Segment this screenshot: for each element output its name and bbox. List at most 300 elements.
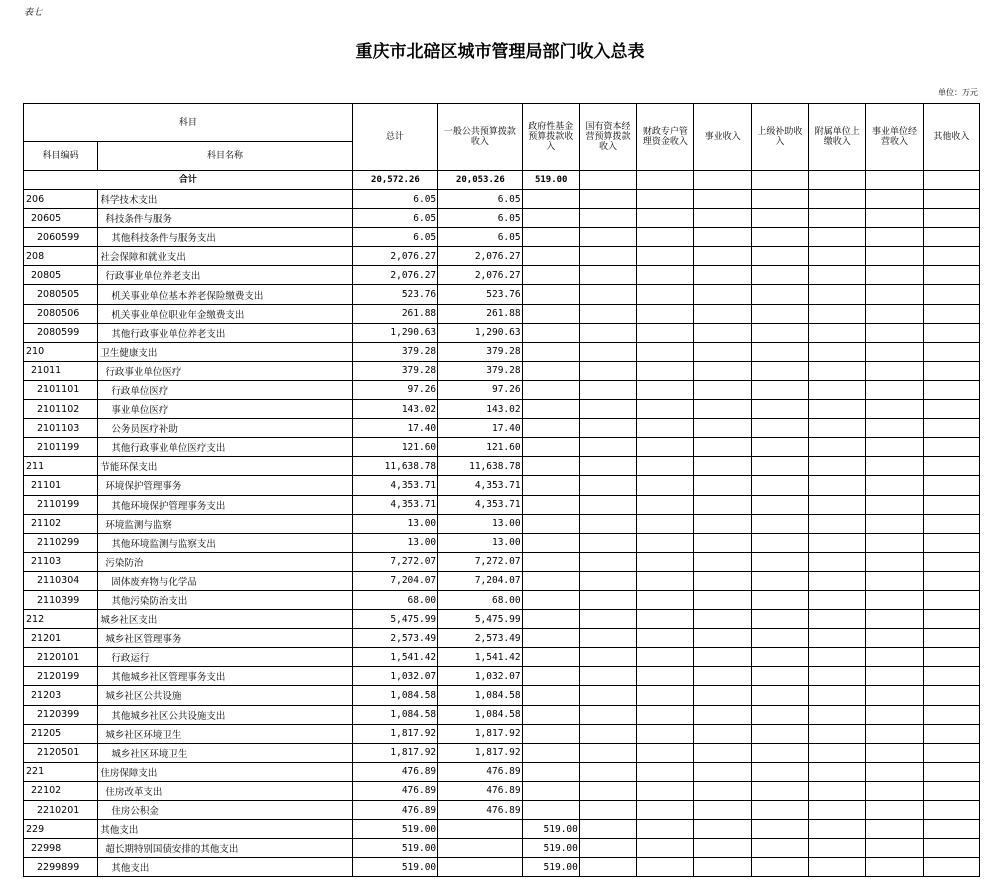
empty-cell (923, 228, 979, 247)
total-cell: 261.88 (352, 304, 437, 323)
subject-code-cell: 2080599 (24, 323, 98, 342)
empty-cell (751, 457, 808, 476)
total-cell: 11,638.78 (352, 457, 437, 476)
empty-cell (751, 648, 808, 667)
empty-cell (751, 839, 808, 858)
empty-cell (637, 285, 694, 304)
empty-cell (751, 667, 808, 686)
empty-cell (866, 266, 923, 285)
gov-fund-cell (522, 361, 579, 380)
empty-cell (809, 762, 866, 781)
empty-cell (694, 781, 751, 800)
empty-cell (809, 533, 866, 552)
empty-cell (694, 858, 751, 877)
gov-fund-cell: 519.00 (522, 858, 579, 877)
subject-name-cell: 机关事业单位基本养老保险缴费支出 (98, 285, 352, 304)
empty-cell (751, 610, 808, 629)
empty-cell (694, 514, 751, 533)
total-cell: 519.00 (352, 839, 437, 858)
empty-cell (751, 209, 808, 228)
subject-name-cell: 其他环境监测与监察支出 (98, 533, 352, 552)
empty-cell (923, 342, 979, 361)
general-budget-cell: 5,475.99 (438, 610, 522, 629)
subject-code-cell: 208 (24, 247, 98, 266)
table-row (24, 820, 980, 839)
empty-cell (579, 228, 636, 247)
empty-cell (866, 820, 923, 839)
general-budget-cell: 1,084.58 (438, 705, 522, 724)
subject-code-cell: 2210201 (24, 801, 98, 820)
subject-name-cell: 其他行政事业单位医疗支出 (98, 438, 352, 457)
total-cell: 519.00 (352, 820, 437, 839)
empty-cell (923, 743, 979, 762)
general-budget-cell: 13.00 (438, 533, 522, 552)
empty-cell (866, 743, 923, 762)
empty-cell (694, 629, 751, 648)
empty-cell (694, 743, 751, 762)
empty-cell (809, 495, 866, 514)
empty-cell (579, 648, 636, 667)
subject-name-cell: 住房改革支出 (98, 781, 352, 800)
empty-cell (923, 820, 979, 839)
general-budget-cell: 476.89 (438, 781, 522, 800)
empty-cell (751, 228, 808, 247)
subject-code-cell: 2101101 (24, 380, 98, 399)
empty-cell (579, 247, 636, 266)
empty-cell (809, 839, 866, 858)
general-budget-cell: 7,272.07 (438, 552, 522, 571)
table-row (24, 209, 980, 228)
empty-cell (694, 209, 751, 228)
empty-cell (579, 781, 636, 800)
empty-cell (694, 839, 751, 858)
table-row (24, 514, 980, 533)
empty-cell (923, 571, 979, 590)
empty-cell (637, 552, 694, 571)
header-affiliated: 附属单位上缴收入 (809, 104, 866, 171)
empty-cell (637, 323, 694, 342)
gov-fund-cell (522, 801, 579, 820)
gov-fund-cell (522, 724, 579, 743)
total-fund: 519.00 (522, 171, 579, 190)
empty-cell (809, 743, 866, 762)
table-row (24, 724, 980, 743)
total-empty-cell (866, 171, 923, 190)
empty-cell (694, 476, 751, 495)
empty-cell (694, 762, 751, 781)
empty-cell (923, 457, 979, 476)
empty-cell (866, 457, 923, 476)
empty-cell (694, 380, 751, 399)
general-budget-cell: 523.76 (438, 285, 522, 304)
gov-fund-cell (522, 743, 579, 762)
header-state-capital: 国有资本经营预算拨款收入 (579, 104, 636, 171)
empty-cell (923, 514, 979, 533)
empty-cell (866, 724, 923, 743)
total-cell: 13.00 (352, 514, 437, 533)
empty-cell (809, 228, 866, 247)
empty-cell (866, 839, 923, 858)
empty-cell (579, 342, 636, 361)
total-cell: 1,817.92 (352, 743, 437, 762)
empty-cell (866, 285, 923, 304)
subject-code-cell: 206 (24, 190, 98, 209)
empty-cell (923, 762, 979, 781)
empty-cell (637, 648, 694, 667)
empty-cell (694, 285, 751, 304)
table-row (24, 839, 980, 858)
gov-fund-cell (522, 285, 579, 304)
table-row (24, 667, 980, 686)
empty-cell (809, 266, 866, 285)
total-cell: 2,573.49 (352, 629, 437, 648)
subject-code-cell: 2120199 (24, 667, 98, 686)
subject-name-cell: 城乡社区支出 (98, 610, 352, 629)
empty-cell (809, 629, 866, 648)
general-budget-cell: 1,541.42 (438, 648, 522, 667)
empty-cell (694, 571, 751, 590)
empty-cell (637, 781, 694, 800)
empty-cell (809, 781, 866, 800)
empty-cell (866, 781, 923, 800)
empty-cell (751, 743, 808, 762)
empty-cell (637, 839, 694, 858)
empty-cell (866, 190, 923, 209)
header-superior-subsidy: 上级补助收入 (751, 104, 808, 171)
general-budget-cell (438, 839, 522, 858)
empty-cell (923, 781, 979, 800)
empty-cell (579, 552, 636, 571)
gov-fund-cell (522, 266, 579, 285)
empty-cell (923, 590, 979, 609)
general-budget-cell: 17.40 (438, 419, 522, 438)
table-row (24, 762, 980, 781)
table-row (24, 801, 980, 820)
empty-cell (751, 495, 808, 514)
subject-name-cell: 住房保障支出 (98, 762, 352, 781)
empty-cell (694, 361, 751, 380)
header-name: 科目名称 (98, 142, 352, 171)
empty-cell (637, 514, 694, 533)
empty-cell (809, 400, 866, 419)
table-row (24, 419, 980, 438)
table-row (24, 266, 980, 285)
empty-cell (637, 247, 694, 266)
total-empty-cell (579, 171, 636, 190)
total-cell: 1,032.07 (352, 667, 437, 686)
empty-cell (809, 380, 866, 399)
empty-cell (866, 552, 923, 571)
gov-fund-cell (522, 629, 579, 648)
total-cell: 13.00 (352, 533, 437, 552)
empty-cell (923, 648, 979, 667)
general-budget-cell: 6.05 (438, 209, 522, 228)
table-row (24, 629, 980, 648)
subject-code-cell: 2101102 (24, 400, 98, 419)
table-header (24, 104, 980, 190)
empty-cell (923, 610, 979, 629)
total-cell: 6.05 (352, 190, 437, 209)
empty-cell (637, 610, 694, 629)
subject-code-cell: 2080506 (24, 304, 98, 323)
empty-cell (866, 495, 923, 514)
gov-fund-cell (522, 400, 579, 419)
empty-cell (579, 380, 636, 399)
empty-cell (694, 323, 751, 342)
empty-cell (751, 629, 808, 648)
empty-cell (637, 667, 694, 686)
gov-fund-cell (522, 228, 579, 247)
empty-cell (751, 590, 808, 609)
table-row (24, 533, 980, 552)
header-business: 事业收入 (694, 104, 751, 171)
empty-cell (637, 228, 694, 247)
subject-code-cell: 2110399 (24, 590, 98, 609)
empty-cell (809, 209, 866, 228)
gov-fund-cell (522, 419, 579, 438)
empty-cell (579, 839, 636, 858)
empty-cell (809, 590, 866, 609)
subject-name-cell: 科学技术支出 (98, 190, 352, 209)
empty-cell (637, 705, 694, 724)
empty-cell (809, 686, 866, 705)
subject-code-cell: 21103 (24, 552, 98, 571)
empty-cell (751, 705, 808, 724)
empty-cell (809, 342, 866, 361)
total-cell: 143.02 (352, 400, 437, 419)
subject-code-cell: 2060599 (24, 228, 98, 247)
gov-fund-cell (522, 667, 579, 686)
subject-code-cell: 2101103 (24, 419, 98, 438)
subject-name-cell: 其他城乡社区公共设施支出 (98, 705, 352, 724)
empty-cell (866, 304, 923, 323)
total-cell: 4,353.71 (352, 476, 437, 495)
empty-cell (637, 629, 694, 648)
gov-fund-cell (522, 533, 579, 552)
total-cell: 1,290.63 (352, 323, 437, 342)
subject-code-cell: 2120501 (24, 743, 98, 762)
empty-cell (923, 419, 979, 438)
empty-cell (637, 190, 694, 209)
empty-cell (579, 419, 636, 438)
empty-cell (866, 533, 923, 552)
table-row (24, 705, 980, 724)
empty-cell (866, 762, 923, 781)
empty-cell (694, 190, 751, 209)
empty-cell (579, 801, 636, 820)
empty-cell (694, 610, 751, 629)
table-row (24, 590, 980, 609)
empty-cell (751, 285, 808, 304)
subject-name-cell: 污染防治 (98, 552, 352, 571)
subject-code-cell: 229 (24, 820, 98, 839)
table-row (24, 400, 980, 419)
subject-name-cell: 其他支出 (98, 858, 352, 877)
table-row (24, 285, 980, 304)
empty-cell (637, 533, 694, 552)
gov-fund-cell (522, 762, 579, 781)
total-cell: 68.00 (352, 590, 437, 609)
empty-cell (579, 743, 636, 762)
general-budget-cell: 1,817.92 (438, 743, 522, 762)
empty-cell (579, 610, 636, 629)
table-row (24, 781, 980, 800)
empty-cell (809, 648, 866, 667)
subject-name-cell: 城乡社区环境卫生 (98, 743, 352, 762)
empty-cell (751, 400, 808, 419)
gov-fund-cell (522, 781, 579, 800)
table-number-tag: 表七 (24, 8, 43, 18)
empty-cell (923, 190, 979, 209)
empty-cell (751, 304, 808, 323)
empty-cell (637, 858, 694, 877)
subject-code-cell: 20605 (24, 209, 98, 228)
header-fiscal-special: 财政专户管理资金收入 (637, 104, 694, 171)
subject-name-cell: 城乡社区环境卫生 (98, 724, 352, 743)
table-row (24, 323, 980, 342)
general-budget-cell: 4,353.71 (438, 495, 522, 514)
empty-cell (923, 686, 979, 705)
subject-code-cell: 212 (24, 610, 98, 629)
empty-cell (579, 590, 636, 609)
empty-cell (637, 361, 694, 380)
gov-fund-cell (522, 323, 579, 342)
empty-cell (866, 629, 923, 648)
empty-cell (923, 858, 979, 877)
empty-cell (923, 801, 979, 820)
gov-fund-cell: 519.00 (522, 820, 579, 839)
total-cell: 523.76 (352, 285, 437, 304)
table-body (24, 190, 980, 877)
empty-cell (637, 571, 694, 590)
empty-cell (751, 380, 808, 399)
table-row (24, 228, 980, 247)
empty-cell (809, 285, 866, 304)
total-cell: 1,084.58 (352, 686, 437, 705)
gov-fund-cell (522, 476, 579, 495)
subject-name-cell: 事业单位医疗 (98, 400, 352, 419)
gov-fund-cell (522, 438, 579, 457)
empty-cell (637, 686, 694, 705)
total-cell: 6.05 (352, 228, 437, 247)
empty-cell (923, 361, 979, 380)
general-budget-cell: 476.89 (438, 801, 522, 820)
empty-cell (751, 438, 808, 457)
gov-fund-cell (522, 304, 579, 323)
empty-cell (579, 361, 636, 380)
empty-cell (751, 533, 808, 552)
empty-cell (694, 342, 751, 361)
table-row (24, 571, 980, 590)
empty-cell (694, 304, 751, 323)
empty-cell (637, 743, 694, 762)
empty-cell (637, 266, 694, 285)
header-operating: 事业单位经营收入 (866, 104, 923, 171)
general-budget-cell: 1,084.58 (438, 686, 522, 705)
gov-fund-cell (522, 590, 579, 609)
empty-cell (923, 438, 979, 457)
general-budget-cell: 1,817.92 (438, 724, 522, 743)
empty-cell (809, 801, 866, 820)
empty-cell (923, 724, 979, 743)
general-budget-cell: 7,204.07 (438, 571, 522, 590)
empty-cell (866, 342, 923, 361)
empty-cell (751, 247, 808, 266)
general-budget-cell: 121.60 (438, 438, 522, 457)
empty-cell (694, 820, 751, 839)
subject-code-cell: 21011 (24, 361, 98, 380)
page-title: 重庆市北碚区城市管理局部门收入总表 (355, 42, 645, 62)
general-budget-cell: 6.05 (438, 190, 522, 209)
subject-name-cell: 其他城乡社区管理事务支出 (98, 667, 352, 686)
general-budget-cell: 261.88 (438, 304, 522, 323)
general-budget-cell: 1,032.07 (438, 667, 522, 686)
empty-cell (809, 610, 866, 629)
empty-cell (866, 571, 923, 590)
empty-cell (637, 438, 694, 457)
empty-cell (751, 514, 808, 533)
general-budget-cell: 97.26 (438, 380, 522, 399)
general-budget-cell: 1,290.63 (438, 323, 522, 342)
gov-fund-cell (522, 190, 579, 209)
empty-cell (579, 724, 636, 743)
empty-cell (923, 323, 979, 342)
empty-cell (579, 495, 636, 514)
empty-cell (809, 419, 866, 438)
empty-cell (866, 686, 923, 705)
empty-cell (809, 552, 866, 571)
table-row (24, 858, 980, 877)
empty-cell (866, 514, 923, 533)
total-cell: 121.60 (352, 438, 437, 457)
header-subject: 科目 (24, 104, 353, 142)
empty-cell (579, 571, 636, 590)
total-cell: 476.89 (352, 781, 437, 800)
empty-cell (694, 590, 751, 609)
empty-cell (809, 476, 866, 495)
total-cell: 7,204.07 (352, 571, 437, 590)
empty-cell (579, 400, 636, 419)
empty-cell (751, 190, 808, 209)
subject-code-cell: 2110299 (24, 533, 98, 552)
table-row (24, 342, 980, 361)
empty-cell (809, 571, 866, 590)
table-row (24, 304, 980, 323)
table-row (24, 610, 980, 629)
general-budget-cell: 143.02 (438, 400, 522, 419)
empty-cell (809, 667, 866, 686)
total-row (24, 171, 980, 190)
gov-fund-cell (522, 610, 579, 629)
subject-name-cell: 超长期特别国债安排的其他支出 (98, 839, 352, 858)
empty-cell (866, 610, 923, 629)
subject-code-cell: 21203 (24, 686, 98, 705)
subject-name-cell: 行政单位医疗 (98, 380, 352, 399)
empty-cell (923, 209, 979, 228)
subject-name-cell: 社会保障和就业支出 (98, 247, 352, 266)
empty-cell (866, 361, 923, 380)
total-label: 合计 (24, 171, 353, 190)
empty-cell (751, 266, 808, 285)
empty-cell (637, 762, 694, 781)
empty-cell (579, 705, 636, 724)
empty-cell (637, 400, 694, 419)
empty-cell (637, 495, 694, 514)
empty-cell (809, 438, 866, 457)
empty-cell (751, 858, 808, 877)
empty-cell (751, 476, 808, 495)
empty-cell (637, 820, 694, 839)
